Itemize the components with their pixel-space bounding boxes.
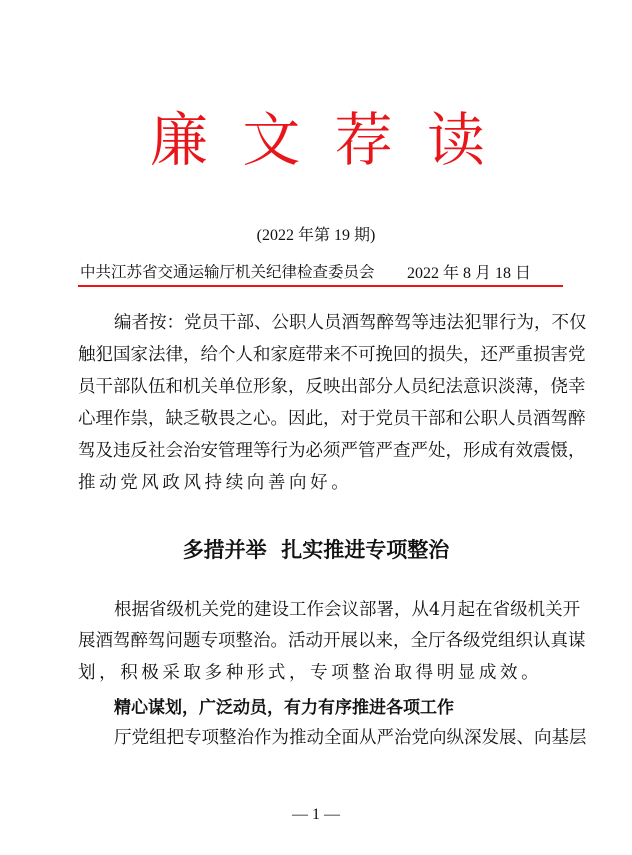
red-divider — [78, 285, 563, 287]
page-number: — 1 — — [292, 806, 340, 823]
editor-note-line: 编者按：党员干部、公职人员酒驾醉驾等违法犯罪行为，不仅 — [114, 313, 587, 333]
article-heading: 多措并举 扎实推进专项整治 — [182, 538, 450, 562]
issuing-organization: 中共江苏省交通运输厅机关纪律检查委员会 — [80, 263, 375, 281]
section-subheading: 精心谋划，广泛动员，有力有序推进各项工作 — [114, 698, 454, 718]
issue-number: (2022 年第 19 期) — [256, 227, 376, 244]
editor-note-line: 驾及违反社会治安管理等行为必须严管严查严处，形成有效震慑， — [78, 441, 586, 461]
body-line: 展酒驾醉驾问题专项整治。活动开展以来，全厅各级党组织认真谋 — [78, 631, 586, 651]
editor-note-line: 触犯国家法律，给个人和家庭带来不可挽回的损失，还严重损害党 — [78, 345, 586, 365]
document-title: 廉文荐读 — [150, 106, 485, 174]
body-line: 厅党组把专项整治作为推动全面从严治党向纵深发展、向基层 — [114, 728, 587, 748]
body-line: 划，积极采取多种形式，专项整治取得明显成效。 — [78, 663, 543, 683]
body-line: 根据省级机关党的建设工作会议部署，从4月起在省级机关开 — [114, 600, 581, 620]
editor-note-line: 推动党风政风持续向善向好。 — [78, 473, 353, 493]
editor-note-line: 心理作祟，缺乏敬畏之心。因此，对于党员干部和公职人员酒驾醉 — [78, 409, 586, 429]
issue-date: 2022 年 8 月 18 日 — [407, 265, 532, 282]
editor-note-line: 员干部队伍和机关单位形象，反映出部分人员纪法意识淡薄，侥幸 — [78, 377, 586, 397]
